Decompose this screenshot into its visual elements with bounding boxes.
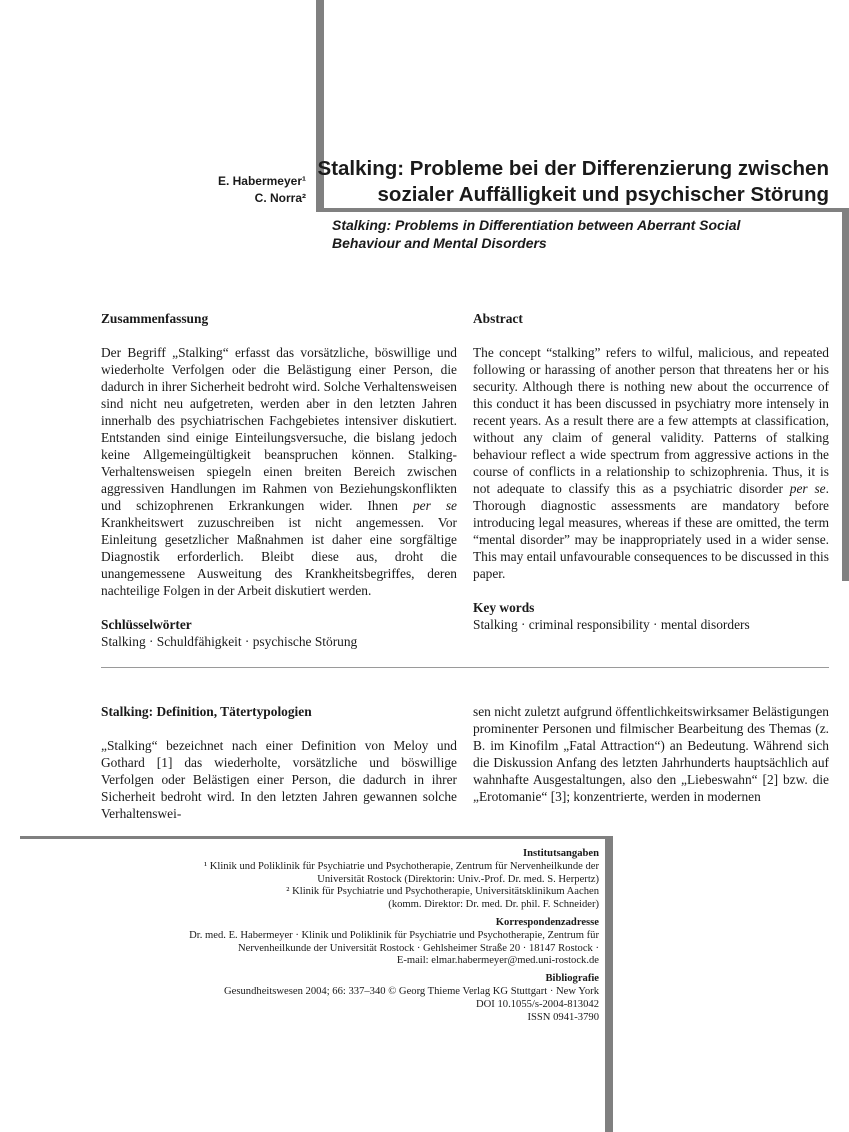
- schluesselwoerter-heading: Schlüsselwörter: [101, 617, 192, 632]
- abstract-text-part1: The concept “stalking” refers to wilful, malicious, and repeated following or harassing of another person that threatens her or his security. Although there is nothing new about the occurrence of this conduct it has been discussed in psychiatry more intensely in recent years. As a result there are a few attempts at classification, without any claim of general validity. Patterns of stalking behaviour reflect a wide spectrum from aggressive actions in the course of conflicts in a relationship to schizophrenia. Thus, it is not adequate to classify this as a psychiatric disorder: [473, 345, 829, 496]
- section-heading: Stalking: Definition, Tätertypologien: [101, 704, 312, 719]
- section-right-text: sen nicht zuletzt aufgrund öffentlichkeitswirksamer Belästigungen prominenter Personen und filmischer Bearbeitung des Themas (z. B. im Kinofilm „Fatal Attraction“) an Bedeutung. Während sich die Diskussion Anfang des letzten Jahrhunderts hauptsächlich auf wahnhafte Ausgestaltungen, also den „Liebeswahn“ [2] bzw. die „Erotomanie“ [3]; konzentrierte, werden in modernen: [473, 704, 829, 804]
- section-left-text: „Stalking“ bezeichnet nach einer Definition von Meloy und Gothard [1] das wiederholte, vorsätzliche und böswillige Verfolgen oder Belästigen einer Person, die dadurch in ihrer Sicherheit bedroht wird. In den letzten Jahren gewannen solche Verhaltenswei-: [101, 738, 457, 821]
- section-divider: [101, 667, 829, 668]
- zusammenfassung-italic: per se: [412, 498, 457, 513]
- article-title: Stalking: Probleme bei der Differenzierung zwischen sozialer Auffälligkeit und psychischer Störung: [317, 157, 829, 206]
- abstract-italic: per se: [789, 481, 826, 496]
- abstract-column: [473, 310, 829, 633]
- institut-line: (komm. Direktor: Dr. med. Dr. phil. F. Schneider): [388, 899, 599, 911]
- zusammenfassung-text: [101, 344, 457, 599]
- korrespondenz-line: Dr. med. E. Habermeyer · Klinik und Poliklinik für Psychiatrie und Psychotherapie, Zentrum für: [189, 929, 599, 941]
- author-2: C. Norra²: [254, 191, 306, 205]
- zusammenfassung-column: [101, 310, 457, 650]
- bibliografie-issn: ISSN 0941-3790: [527, 1011, 599, 1023]
- abstract-text: [473, 344, 829, 582]
- abstract-text-part2: . Thorough diagnostic assessments are mandatory before introducing legal measures, whereas if these are omitted, the term “mental disorder” may be inappropriately used in a wider sense. This may entail unfavourable consequences to be discussed in this paper.: [473, 481, 829, 581]
- institut-line: ¹ Klinik und Poliklinik für Psychiatrie und Psychotherapie, Zentrum für Nervenheilkunde der: [203, 860, 599, 872]
- bibliografie-doi: DOI 10.1055/s-2004-813042: [476, 998, 599, 1010]
- institut-block: [120, 848, 599, 912]
- zusammenfassung-text-part1: Der Begriff „Stalking“ erfasst das vorsätzliche, böswillige und wiederholte Verfolgen oder die Belästigung einer Person, die dadurch in ihrer Sicherheit bedroht wird. Solche Verhaltensweisen sind nicht neu aufgetreten, werden aber in den letzten Jahren innerhalb des psychiatrischen Fachgebietes intensiver diskutiert. Entstanden sind einige Einteilungsversuche, die bislang jedoch keine Allgemeingültigkeit beanspruchen können. Stalking-Verhaltensweisen spiegeln einen breiten Bereich zwischen aggressiven Handlungen im Rahmen von Beziehungskonflikten und schizophrenen Erkrankungen wider. Ihnen: [101, 345, 457, 513]
- korrespondenz-line: Nervenheilkunde der Universität Rostock · Gehlsheimer Straße 20 · 18147 Rostock ·: [238, 942, 599, 954]
- abstract-heading: Abstract: [473, 311, 523, 326]
- institut-heading: Institutsangaben: [523, 848, 599, 859]
- section-left-column: [101, 703, 457, 822]
- institut-line: ² Klinik für Psychiatrie und Psychotherapie, Universitätsklinikum Aachen: [286, 886, 599, 898]
- korrespondenz-block: [120, 917, 599, 968]
- schluesselwoerter-text: Stalking · Schuldfähigkeit · psychische Störung: [101, 634, 358, 649]
- keywords-text: Stalking · criminal responsibility · mental disorders: [473, 617, 750, 632]
- korrespondenz-email: E-mail: elmar.habermeyer@med.uni-rostock.de: [396, 955, 599, 967]
- section-right-column: [473, 703, 829, 805]
- footer-top-bar: [20, 836, 612, 839]
- korrespondenz-heading: Korrespondenzadresse: [495, 916, 599, 928]
- author-1: E. Habermeyer¹: [217, 174, 306, 188]
- bibliografie-line: Gesundheitswesen 2004; 66: 337–340 © Georg Thieme Verlag KG Stuttgart · New York: [224, 985, 599, 997]
- footer-info: [120, 848, 599, 1029]
- zusammenfassung-heading: Zusammenfassung: [101, 311, 209, 326]
- right-edge-bar: [842, 208, 849, 581]
- bibliografie-block: [120, 973, 599, 1024]
- footer-right-bar: [605, 836, 613, 1132]
- institut-line: Universität Rostock (Direktorin: Univ.-Prof. Dr. med. S. Herpertz): [317, 873, 599, 885]
- authors: [218, 173, 306, 207]
- zusammenfassung-text-part2: Krankheitswert zuzuschreiben ist nicht angemessen. Vor Einleitung gesetzlicher Maßnahmen ist daher eine sorgfältige Diagnostik erforderlich. Bleibt diese aus, droht die unangemessene Ausweitung des Krankheitsbegriffes, deren nachteilige Folgen in der Arbeit diskutiert werden.: [101, 515, 457, 598]
- title-underline-bar: [316, 208, 849, 212]
- bibliografie-heading: Bibliografie: [545, 973, 599, 985]
- article-subtitle: Stalking: Problems in Differentiation between Aberrant Social Behaviour and Mental Disorders: [332, 217, 741, 251]
- keywords-heading: Key words: [473, 600, 535, 615]
